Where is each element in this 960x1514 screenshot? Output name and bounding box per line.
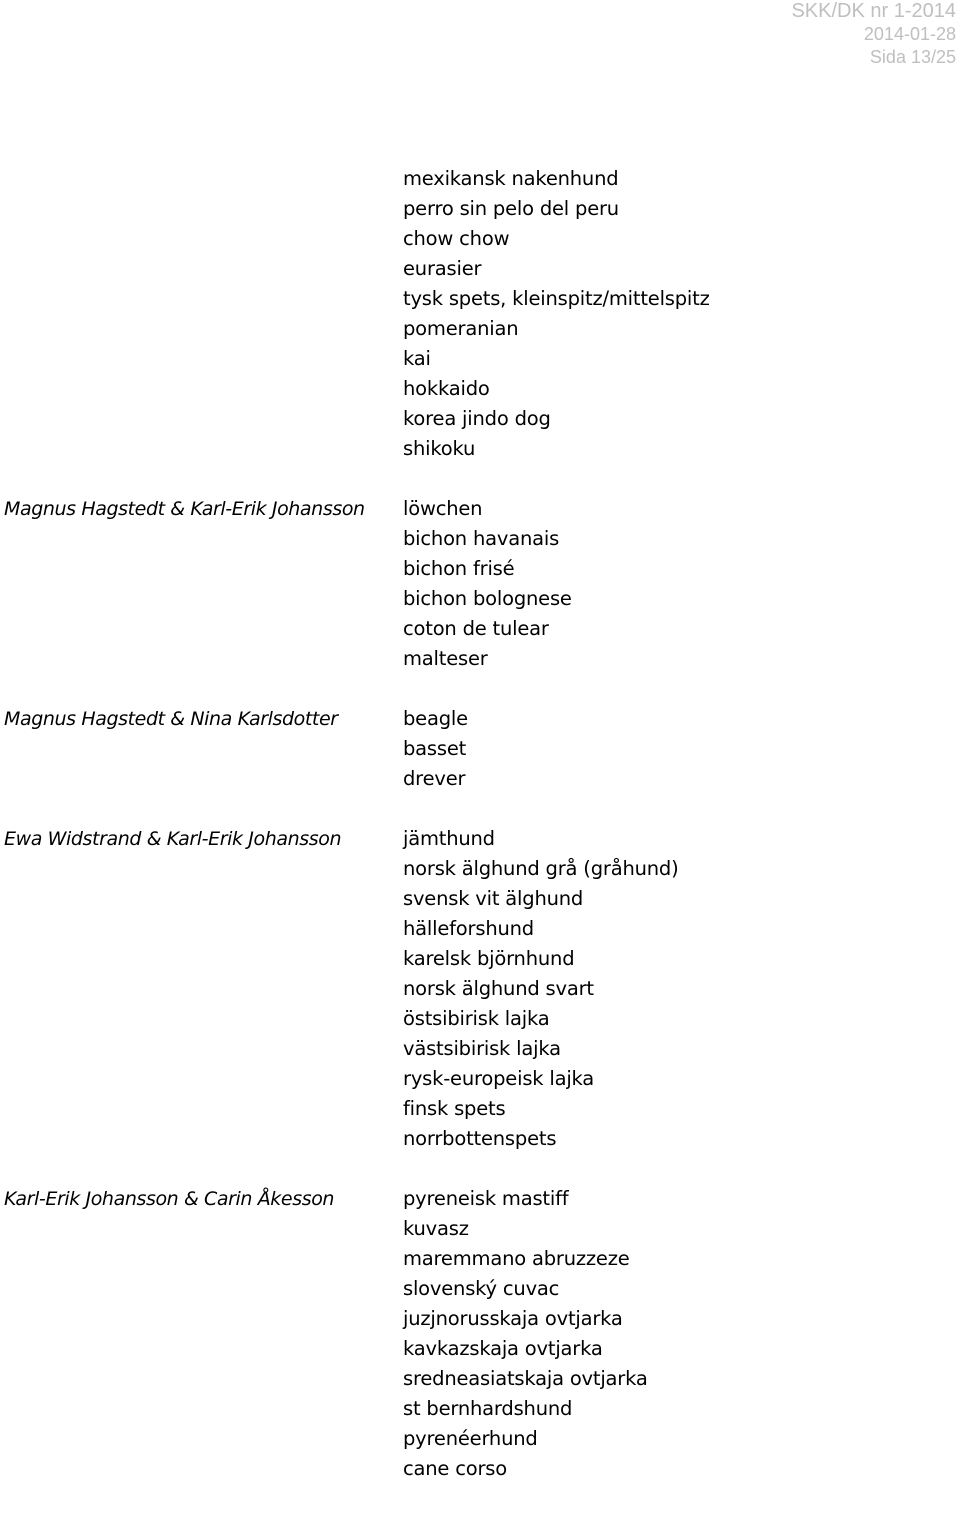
breed-item: kuvasz [403,1217,469,1240]
judge-names: Karl-Erik Johansson & Carin Åkesson [4,1188,335,1210]
breed-item: coton de tulear [403,617,549,640]
breed-item: sredneasiatskaja ovtjarka [403,1367,648,1390]
document-date: 2014-01-28 [863,24,956,44]
judge-group [0,824,960,1154]
breed-item: svensk vit älghund [403,887,584,910]
judge-breed-list [0,164,960,1514]
breed-item: basset [403,737,467,760]
breed-item: bichon bolognese [403,587,572,610]
judge-group [0,704,960,794]
breed-item: tysk spets, kleinspitz/mittelspitz [403,287,710,310]
breed-item: västsibirisk lajka [403,1037,561,1060]
breed-item: eurasier [403,257,482,280]
page-number: Sida 13/25 [869,47,956,67]
breed-item: rysk-europeisk lajka [403,1067,595,1090]
judge-names: Ewa Widstrand & Karl-Erik Johansson [4,828,342,850]
breed-item: hälleforshund [403,917,534,940]
breed-item: norrbottenspets [403,1127,557,1150]
breed-list [403,164,960,464]
breed-item: mexikansk nakenhund [403,167,619,190]
judge-names: Magnus Hagstedt & Karl-Erik Johansson [4,498,365,520]
breed-item: pyrenéerhund [403,1427,538,1450]
breed-list [403,824,960,1154]
breed-item: kavkazskaja ovtjarka [403,1337,603,1360]
breed-item: bichon frisé [403,557,515,580]
breed-item: malteser [403,647,488,670]
judge-group-row [0,704,960,794]
breed-item: löwchen [403,497,483,520]
judge-group [0,164,960,464]
breed-item: karelsk björnhund [403,947,575,970]
breed-item: beagle [403,707,468,730]
breed-list [403,704,960,794]
breed-list [403,1184,960,1484]
judge-group-row [0,824,960,1154]
breed-item: norsk älghund grå (gråhund) [403,857,679,880]
breed-item: pyreneisk mastiff [403,1187,569,1210]
judge-group-row [0,1184,960,1484]
judge-names: Magnus Hagstedt & Nina Karlsdotter [4,708,338,730]
breed-item: juzjnorusskaja ovtjarka [403,1307,623,1330]
judge-group [0,1184,960,1484]
page-header [791,0,956,69]
judge-group-row [0,494,960,674]
judge-names [0,164,403,464]
breed-list [403,494,960,674]
breed-item: korea jindo dog [403,407,551,430]
breed-item: kai [403,347,431,370]
breed-item: pomeranian [403,317,519,340]
breed-item: finsk spets [403,1097,506,1120]
breed-item: östsibirisk lajka [403,1007,550,1030]
breed-item: drever [403,767,466,790]
breed-item: jämthund [403,827,495,850]
breed-item: maremmano abruzzeze [403,1247,630,1270]
breed-item: norsk älghund svart [403,977,594,1000]
breed-item: shikoku [403,437,476,460]
breed-item: st bernhardshund [403,1397,573,1420]
breed-item: bichon havanais [403,527,560,550]
breed-item: chow chow [403,227,510,250]
breed-item: hokkaido [403,377,490,400]
breed-item: cane corso [403,1457,507,1480]
judge-group-row [0,164,960,464]
judge-group [0,494,960,674]
document-id: SKK/DK nr 1-2014 [791,0,956,22]
breed-item: slovenský cuvac [403,1277,560,1300]
breed-item: perro sin pelo del peru [403,197,619,220]
